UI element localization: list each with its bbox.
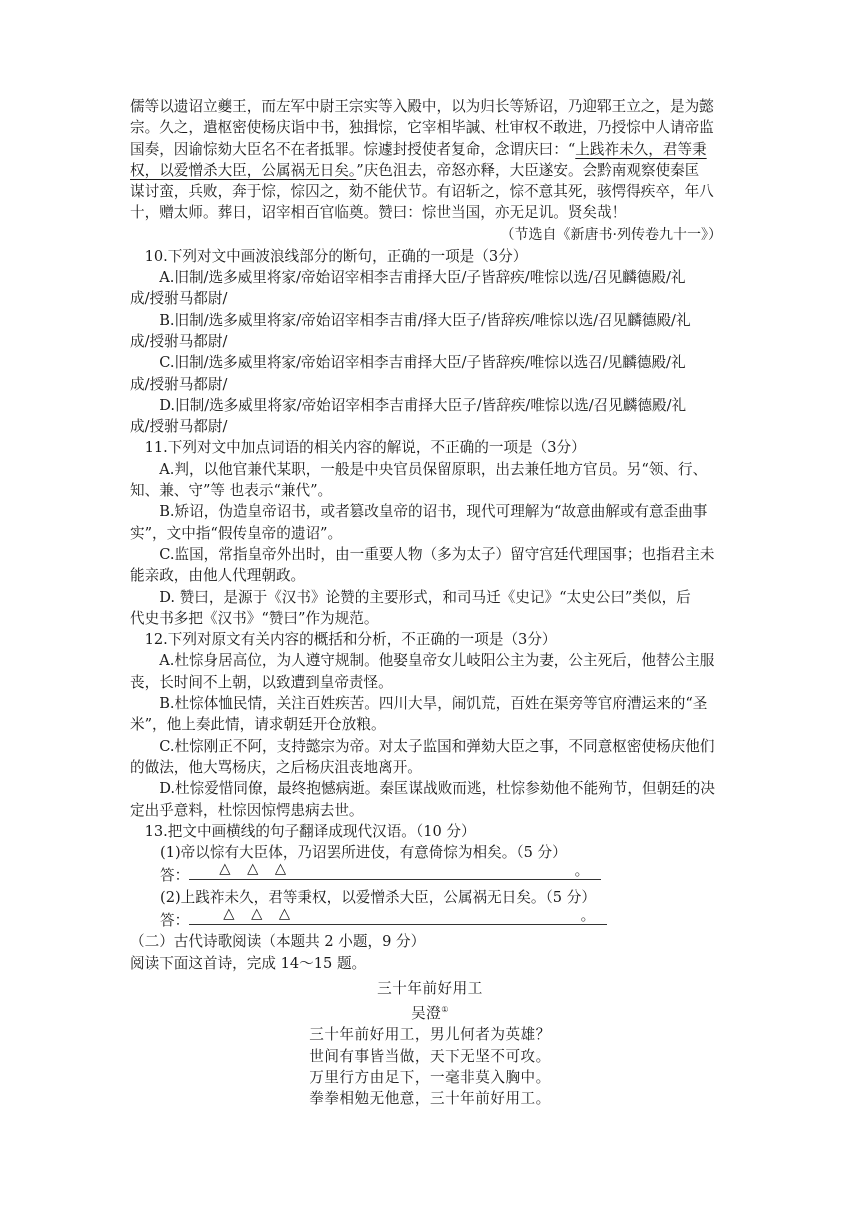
q10-option-d-cont: 成/授驸马都尉/ [130, 418, 228, 436]
poem-line-4: 拳拳相勉无他意，三十年前好用工。 [309, 1090, 551, 1108]
poem-author: 吴澄 [411, 1005, 442, 1023]
q10-option-b: B.旧制/选多威里将家/帝始诏宰相李吉甫/择大臣子/皆辞疾/唯悰以选/召见麟德殿/礼 [159, 311, 691, 329]
answer-blank-1[interactable] [189, 860, 601, 880]
passage-line-4 [130, 160, 730, 181]
poem-line-1: 三十年前好用工，男儿何者为英雄？ [309, 1026, 551, 1044]
answer-label: 答： [160, 867, 190, 885]
answer-end-mark: 。 [574, 862, 590, 880]
question-11-stem: 11.下列对文中加点词语的相关内容的解说，不正确的一项是（3分） [144, 439, 586, 457]
passage-line-2: 宗。久之，遣枢密使杨庆诣中书，独揖悰，它宰相毕諴、杜审权不敢进，乃授悰中人请帝监 [130, 119, 714, 137]
q12-option-c: C.杜悰刚正不阿，支持懿宗为帝。对太子监国和弹劾大臣之事，不同意枢密使杨庆他们 [159, 737, 715, 755]
q12-option-b-cont: 米”，他上奏此情，请求朝廷开仓放粮。 [130, 716, 386, 734]
q11-option-b-cont: 实”，文中指“假传皇帝的遗诏”。 [130, 524, 343, 542]
q10-option-a-cont: 成/授驸马都尉/ [130, 290, 228, 308]
poem-author-line [130, 999, 730, 1024]
answer-end-mark: 。 [580, 906, 596, 924]
q11-option-c-cont: 能亲政，由他人代理朝政。 [130, 567, 306, 585]
section-2-title: （二）古代诗歌阅读（本题共 2 小题，9 分） [130, 933, 426, 951]
q11-option-b: B.矫诏，伪造皇帝诏书，或者篡改皇帝的诏书，现代可理解为“故意曲解或有意歪曲事 [159, 503, 708, 521]
triangle-marks: △ △ △ [219, 860, 293, 878]
passage-source: （节选自《新唐书·列传卷九十一》） [500, 226, 722, 243]
passage-line-4-text: ”庆色沮去，帝怒亦释，大臣遂安。会黔南观察使秦匡 [356, 161, 700, 179]
q12-option-a: A.杜悰身居高位，为人遵守规制。他娶皇帝女儿岐阳公主为妻，公主死后，他替公主服 [159, 652, 715, 670]
q13-answer-2 [130, 904, 730, 931]
q12-option-d-cont: 定出乎意料，杜悰因惊愕患病去世。 [130, 801, 364, 819]
q11-option-a: A.判，以他官兼代某职，一般是中央官员保留原职，出去兼任地方官员。另“领、行、 [159, 460, 708, 478]
answer-label: 答： [160, 911, 190, 929]
q11-option-d: D. 赞曰，是源于《汉书》论赞的主要形式，和司马迁《史记》“太史公曰”类似，后 [159, 588, 691, 606]
passage-line-3-text: 国奏，因谕悰劾大臣名不在者抵罪。悰遽封授使者复命，念谓庆曰：“ [130, 140, 576, 158]
footnote-marker: ① [441, 1005, 449, 1015]
poem-title: 三十年前好用工 [377, 979, 483, 997]
q12-option-d: D.杜悰爱惜同僚，最终抱憾病逝。秦匡谋战败而逃，杜悰参劾他不能殉节，但朝廷的决 [159, 780, 715, 798]
q10-option-c-cont: 成/授驸马都尉/ [130, 375, 228, 393]
q10-option-b-cont: 成/授驸马都尉/ [130, 332, 228, 350]
q11-option-a-cont: 知、兼、守”等 也表示“兼代”。 [130, 482, 333, 500]
exam-page [130, 96, 730, 1110]
q12-option-b: B.杜悰体恤民情，关注百姓疾苦。四川大旱，闹饥荒，百姓在渠旁等官府漕运来的“圣 [159, 695, 708, 713]
question-13-stem: 13.把文中画横线的句子翻译成现代汉语。（10 分） [144, 822, 476, 840]
q10-option-c: C.旧制/选多威里将家/帝始诏宰相李吉甫择大臣/子皆辞疾/唯悰以选召/见麟德殿/礼 [159, 354, 686, 372]
passage-line-1: 儒等以遗诏立夔王，而左军中尉王宗实等入殿中，以为归长等矫诏，乃迎郓王立之，是为懿 [130, 98, 714, 115]
question-10-stem: 10.下列对文中画波浪线部分的断句，正确的一项是（3分） [144, 247, 528, 265]
underlined-sentence-part-2: 权，以爱憎杀大臣，公属祸无日矣。 [130, 161, 357, 179]
poem-line-3: 万里行方由足下，一毫非莫入胸中。 [309, 1068, 551, 1086]
triangle-marks: △ △ △ [223, 904, 297, 922]
passage-line-5: 谋讨蛮，兵败，奔于悰，悰囚之，劾不能伏节。有诏斩之，悰不意其死，骇愕得疾卒，年八 [130, 183, 714, 201]
passage-line-3 [130, 139, 730, 160]
q13-sentence-1: (1)帝以悰有大臣体，乃诏罢所进伎，有意倚悰为相矣。（5 分） [160, 844, 567, 862]
question-12-stem: 12.下列对原文有关内容的概括和分析，不正确的一项是（3分） [144, 631, 557, 649]
q11-option-d-cont: 代史书多把《汉书》“赞曰”作为规范。 [130, 609, 379, 627]
passage-line-6: 十，赠太师。葬日，诏宰相百官临奠。赞曰：悰世当国，亦无足讥。贤矣哉！ [130, 204, 627, 222]
answer-blank-2[interactable] [189, 904, 607, 925]
section-2-instruction: 阅读下面这首诗，完成 14～15 题。 [130, 954, 367, 972]
q13-answer-1 [130, 860, 730, 886]
q10-option-a: A.旧制/选多威里将家/帝始诏宰相李吉甫择大臣/子皆辞疾/唯悰以选/召见麟德殿/礼 [159, 269, 686, 287]
q10-option-d: D.旧制/选多威里将家/帝始诏宰相李吉甫择大臣子/皆辞疾/唯悰以选/召见麟德殿/礼 [159, 396, 687, 414]
q12-option-a-cont: 丧，长时间不上朝，以致遭到皇帝责怪。 [130, 673, 393, 691]
underlined-sentence-part-1: 上践祚未久，君等秉 [575, 140, 707, 158]
q13-sentence-2: (2)上践祚未久，君等秉权，以爱憎杀大臣，公属祸无日矣。（5 分） [160, 888, 596, 906]
poem-line-2: 世间有事皆当做，天下无坚不可攻。 [309, 1047, 551, 1065]
q11-option-c: C.监国，常指皇帝外出时，由一重要人物（多为太子）留守宫廷代理国事；也指君主未 [159, 545, 715, 563]
q12-option-c-cont: 的做法，他大骂杨庆，之后杨庆沮丧地离开。 [130, 758, 422, 776]
